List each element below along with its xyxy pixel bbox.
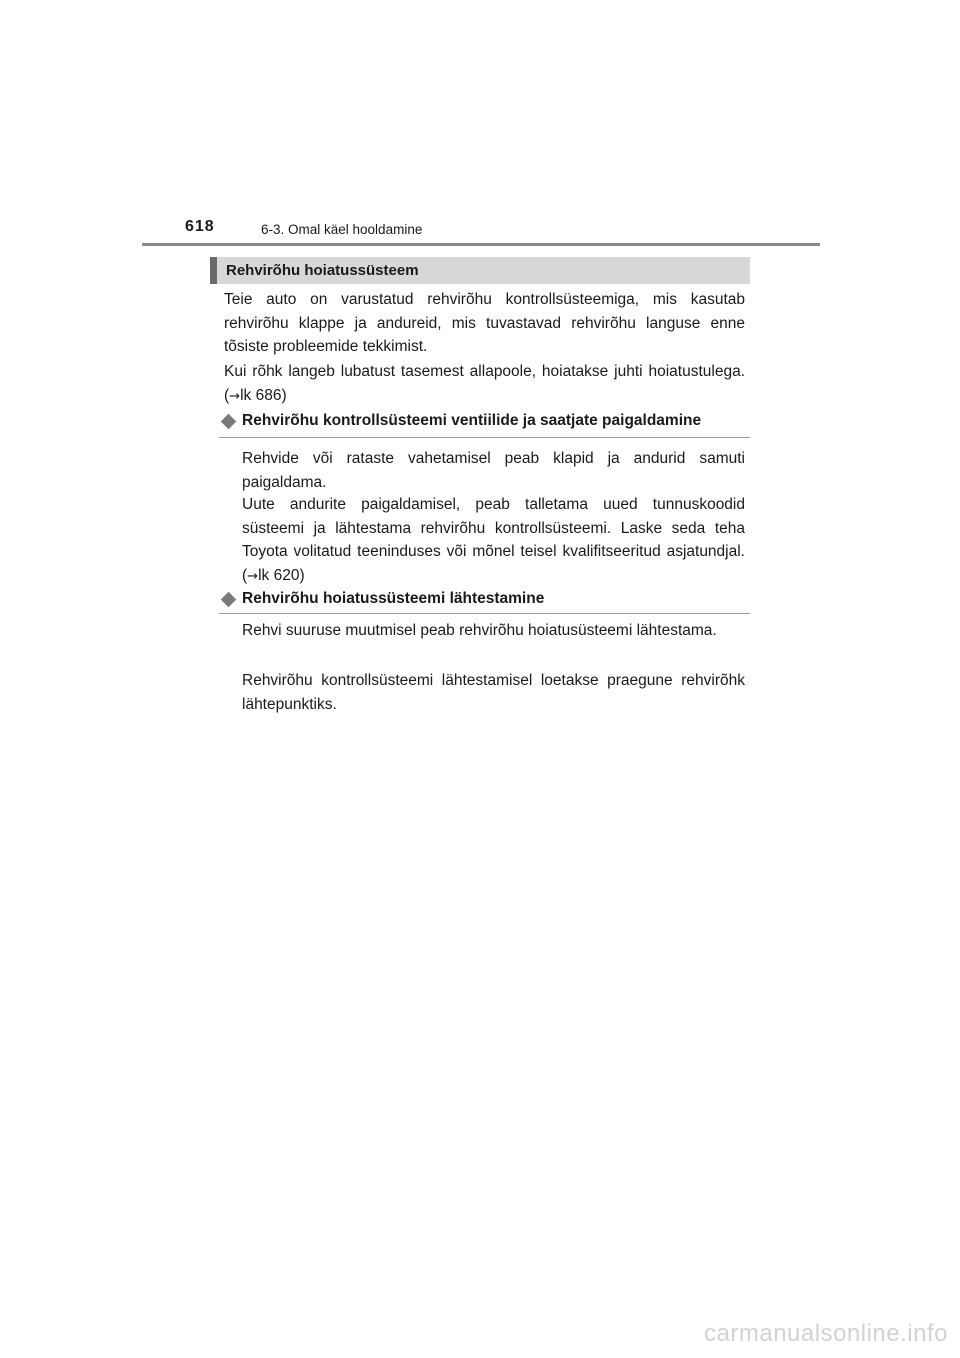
watermark: carmanualsonline.info: [704, 1320, 948, 1347]
subheading-divider: [219, 437, 750, 438]
intro-paragraph-2-text: Kui rõhk langeb lubatust tasemest allapoole, hoiatakse juhti hoiatustulega. (: [224, 363, 745, 404]
page-reference-link[interactable]: lk 686): [240, 386, 287, 404]
section-a-paragraph-2-text: Uute andurite paigaldamisel, peab talletama uued tunnuskoodid süsteemi ja lähtestama rehvirõhu kontrollsüsteemi. Laske seda teha Toyota volitatud teeninduses või mõnel teisel kvalifitseeritud asjatundjal. (: [242, 496, 745, 584]
intro-paragraph-1: Teie auto on varustatud rehvirõhu kontrollsüsteemiga, mis kasutab rehvirõhu klappe ja andureid, mis tuvastavad rehvirõhu languse enne tõsiste probleemide tekkimist.: [224, 291, 745, 355]
diamond-bullet-icon: [221, 413, 237, 429]
page-number: 618: [185, 218, 215, 235]
subheading-system-reset: [219, 590, 750, 608]
section-b-paragraph-2: Rehvirõhu kontrollsüsteemi lähtestamisel loetakse praegune rehvirõhk lähtepunktiks.: [242, 672, 745, 713]
arrow-right-icon: →: [247, 568, 259, 584]
subheading-sensors-install: [219, 412, 750, 430]
header-divider: [142, 243, 820, 246]
intro-paragraph-2: [224, 360, 745, 408]
subheading-text: Rehvirõhu hoiatussüsteemi lähtestamine: [242, 590, 545, 607]
arrow-right-icon: →: [229, 388, 241, 404]
page-reference-link[interactable]: lk 620): [258, 566, 305, 584]
section-b-paragraph-1: Rehvi suuruse muutmisel peab rehvirõhu hoiatusüsteemi lähtestama.: [242, 622, 717, 639]
diamond-bullet-icon: [221, 591, 237, 607]
section-a-paragraph-2: [242, 493, 745, 588]
subheading-text: Rehvirõhu kontrollsüsteemi ventiilide ja saatjate paigaldamine: [242, 412, 702, 429]
subheading-divider: [219, 613, 750, 614]
section-title-bar: [210, 257, 750, 284]
section-reference: 6-3. Omal käel hooldamine: [261, 222, 423, 237]
title-bar-accent: [210, 257, 217, 284]
page-title: Rehvirõhu hoiatussüsteem: [226, 262, 419, 279]
section-a-paragraph-1: Rehvide või rataste vahetamisel peab klapid ja andurid samuti paigaldama.: [242, 450, 745, 491]
